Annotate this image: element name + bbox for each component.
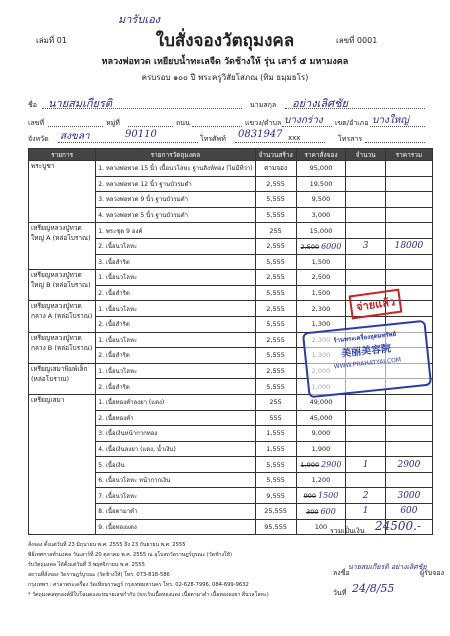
qty-cell: 2,555	[255, 270, 296, 286]
zip-value: 90110	[125, 129, 157, 140]
item-cell: 3. เนื้อเงินหน้ากากทอง	[96, 426, 255, 442]
qty-cell: 1,555	[255, 426, 296, 442]
price-cell: 1,500	[296, 254, 346, 270]
signature-value: นายสมเกียรติ อย่างเลิศชัย	[348, 563, 427, 571]
item-cell: 2. เนื้อสำริด	[96, 348, 255, 364]
province-label: จังหวัด	[28, 135, 49, 143]
handwritten-note: มารับเอง	[118, 13, 161, 26]
road-line	[192, 126, 242, 127]
signature-label: ลงชื่อ	[333, 569, 350, 577]
item-cell: 3. หลวงพ่อทวด 9 นิ้ว ฐานบัวรมดำ	[96, 192, 255, 208]
header-total: ราคารวม	[385, 149, 432, 161]
qty-cell: 255	[255, 223, 296, 239]
table-row	[29, 270, 433, 286]
total-cell	[385, 426, 432, 442]
footer-notes	[28, 540, 328, 600]
order-cell	[346, 254, 386, 270]
item-cell: 1. พระชุด 9 องค์	[96, 223, 255, 239]
footer-line: สั่งจอง ตั้งแต่วันที่ 23 มิถุนายน พ.ศ. 2555 ถึง 23 กันยายน พ.ศ. 2555	[28, 542, 186, 548]
qty-cell: 5,555	[255, 472, 296, 488]
moo-label: หมู่ที่	[106, 119, 120, 127]
item-cell: 1. หลวงพ่อทวด 15 นิ้ว เนื้อนวโลหะ ฐานสิงห์ทอง (ไม่มีที่ว่า)	[96, 161, 255, 177]
subdistrict-label: แขวง/ตำบล	[245, 119, 282, 127]
price-cell: 2,300	[296, 301, 346, 317]
item-cell: 1. เนื้อทองคำลงยา (แดง)	[96, 394, 255, 410]
phone-line	[235, 142, 325, 143]
order-cell	[346, 426, 386, 442]
total-cell	[385, 161, 432, 177]
price-cell: 3,000	[296, 207, 346, 223]
qty-cell: 5,555	[255, 379, 296, 395]
house-no-label: เลขที่	[28, 119, 45, 127]
total-cell	[385, 441, 432, 457]
total-cell: 600	[385, 504, 432, 520]
order-cell	[346, 472, 386, 488]
category-cell: เหรียญเสมา	[29, 394, 96, 534]
date-label: วันที่	[333, 589, 347, 597]
shop-stamp	[302, 320, 432, 399]
total-cell	[385, 410, 432, 426]
book-number: เล่มที่ 01	[36, 36, 67, 45]
header-price: ราคาสั่งจอง	[296, 149, 346, 161]
qty-cell: 5,555	[255, 207, 296, 223]
item-cell: 2. หลวงพ่อทวด 12 นิ้ว ฐานบัวรมดำ	[96, 176, 255, 192]
item-cell: 1. เนื้อนวโลหะ	[96, 301, 255, 317]
price-original: 900	[303, 492, 316, 501]
header-category: รายการ	[29, 149, 96, 161]
header-order: จำนวน	[346, 149, 386, 161]
category-cell: เหรียญหลวงปู่ทวดใหญ่ B (หล่อโบราณ)	[29, 270, 96, 301]
item-cell: 2. เนื้อสำริด	[96, 316, 255, 332]
category-cell: เหรียญหลวงปู่ทวดกลาง B (หล่อโบราณ)	[29, 332, 96, 363]
price-cell: 15,000	[296, 223, 346, 239]
item-cell: 2. เนื้อนวโลหะ	[96, 238, 255, 254]
qty-cell: 5,555	[255, 254, 296, 270]
total-cell	[385, 254, 432, 270]
fax-label: โทรสาร	[338, 135, 363, 143]
price-cell: 1,900	[296, 441, 346, 457]
district-value: บางใหญ่	[372, 115, 409, 126]
price-cell: 49,000	[296, 394, 346, 410]
category-cell: เหรียญหลวงปู่ทวดใหญ่ A (หล่อโบราณ)	[29, 223, 96, 270]
order-cell	[346, 192, 386, 208]
road-label: ถนน	[176, 119, 190, 127]
order-cell	[346, 410, 386, 426]
category-cell: เหรียญเสมาพิมพ์เล็ก (หล่อโบราณ)	[29, 363, 96, 394]
total-cell: 18000	[385, 238, 432, 254]
phone-value: 0831947	[238, 129, 283, 140]
price-cell	[296, 488, 346, 504]
footer-line: * วัตถุมงคลทุกองค์มีใบโฉนดและหมายเลขกำกับ (ยกเว้นเนื้อทองแดง เนื้อตามาดำ เนื้อทองลงยา สีนวลโลหะ)	[28, 592, 269, 598]
price-cell: 9,500	[296, 192, 346, 208]
order-cell: 2	[346, 488, 386, 504]
qty-cell: 5,555	[255, 348, 296, 364]
order-cell: 1	[346, 504, 386, 520]
item-cell: 1. เนื้อนวโลหะ	[96, 363, 255, 379]
surname-label: นามสกุล	[250, 101, 277, 109]
header-item: รายการวัตถุมงคล	[96, 149, 255, 161]
item-cell: 2. เนื้อสำริด	[96, 285, 255, 301]
price-correction: 6000	[321, 241, 342, 251]
sum-value: 24500.-	[375, 519, 422, 533]
item-cell: 4. เนื้อเงินลงยา (แดง, น้ำเงิน)	[96, 441, 255, 457]
price-cell: 1,500	[296, 285, 346, 301]
qty-cell: 2,555	[255, 332, 296, 348]
price-cell: 2,500	[296, 270, 346, 286]
qty-cell: 555	[255, 410, 296, 426]
name-value: นายสมเกียรติ	[48, 97, 113, 110]
order-cell	[346, 223, 386, 239]
total-cell	[385, 472, 432, 488]
total-cell	[385, 192, 432, 208]
price-cell: 9,000	[296, 426, 346, 442]
house-no-line	[48, 126, 103, 127]
table-header-row	[29, 149, 433, 161]
order-cell	[346, 441, 386, 457]
item-cell: 6. เนื้อนวโลหะ หน้ากากเงิน	[96, 472, 255, 488]
qty-cell: 2,555	[255, 363, 296, 379]
qty-cell: 5,555	[255, 192, 296, 208]
item-cell: 2. เนื้อสำริด	[96, 379, 255, 395]
qty-cell: 255	[255, 394, 296, 410]
price-cell	[296, 504, 346, 520]
sum-label: รวมเป็นเงิน	[330, 527, 365, 535]
qty-cell: 5,555	[255, 285, 296, 301]
shop-stamp-line2: 美丽美容院	[340, 343, 392, 360]
item-cell: 1. เนื้อนวโลหะ	[96, 332, 255, 348]
shop-stamp-line1: ร้านพระเครื่องอุดมทรัพย์	[333, 330, 397, 345]
page-title: ใบสั่งจองวัตถุมงคล	[155, 31, 295, 51]
item-cell: 3. เนื้อสำริด	[96, 254, 255, 270]
total-cell	[385, 223, 432, 239]
item-cell: 7. เนื้อนวโลหะ	[96, 488, 255, 504]
total-cell	[385, 394, 432, 410]
qty-cell: 9,555	[255, 488, 296, 504]
subdistrict-value: บางกร่าง	[284, 115, 323, 126]
footer-line: สถานที่สั่งจอง วัดราษฎร์บูรณะ (วัดช้างให้) โทร. 073-818-586	[28, 572, 170, 578]
qty-cell: 1,555	[255, 441, 296, 457]
price-cell	[296, 238, 346, 254]
date-value: 24/8/55	[352, 582, 395, 595]
item-cell: 2. เนื้อทองคำ	[96, 410, 255, 426]
total-cell: 2900	[385, 457, 432, 473]
surname-value: อย่างเลิศชัย	[292, 97, 348, 110]
qty-cell: 25,555	[255, 504, 296, 520]
total-cell	[385, 270, 432, 286]
qty-cell: 2,555	[255, 238, 296, 254]
price-correction: 1500	[318, 491, 339, 501]
total-cell	[385, 176, 432, 192]
total-cell	[385, 207, 432, 223]
price-cell: 1,300	[296, 316, 346, 332]
fax-line	[365, 142, 425, 143]
paid-stamp: จ่ายแล้ว	[349, 289, 403, 320]
qty-cell: 95,555	[255, 519, 296, 535]
price-original: 300	[306, 507, 319, 516]
order-cell: 3	[346, 238, 386, 254]
page-subtitle: หลวงพ่อทวด เหยียบน้ำทะเลจืด วัดช้างให้ รุ่น เสาร์ ๕ มหามงคล	[101, 57, 349, 67]
document-number: เลขที่ 0001	[336, 36, 378, 45]
footer-line: รับวัตถุมงคล ได้ตั้งแต่วันที่ 3 พฤศจิกายน พ.ศ. 2555	[28, 562, 145, 568]
district-label: เขต/อำเภอ	[335, 119, 369, 127]
page-subtitle-2: ครบรอบ ๑๐๐ ปี พระครูวิสัยโสภณ (ทิม ธมฺมธโร)	[141, 73, 309, 82]
phone-label: โทรศัพท์	[200, 135, 226, 143]
shop-stamp-line3: WWW.PRAHATYAI.COM	[333, 356, 402, 371]
order-cell	[346, 270, 386, 286]
header-qty: จำนวนสร้าง	[255, 149, 296, 161]
item-cell: 8. เนื้อตามาดำ	[96, 504, 255, 520]
category-cell: พระบูชา	[29, 161, 96, 223]
phone-suffix: xxx	[288, 134, 301, 142]
item-cell: 1. เนื้อนวโลหะ	[96, 270, 255, 286]
price-correction: 2900	[321, 460, 342, 470]
item-cell: 9. เนื้อทองแดง	[96, 519, 255, 535]
footer-line: กรุงเทพฯ : ศาลาพระเครื่อง วัดเทียนราษฎร์ กรุงเทพมหานคร โทร. 02-628-7996, 084-699-9632	[28, 582, 249, 588]
item-cell: 4. หลวงพ่อทวด 5 นิ้ว ฐานบัวรมดำ	[96, 207, 255, 223]
qty-cell: 2,555	[255, 176, 296, 192]
qty-cell: 5,555	[255, 316, 296, 332]
order-cell	[346, 161, 386, 177]
qty-cell: 2,555	[255, 301, 296, 317]
price-original: 2,500	[300, 242, 320, 251]
table-row	[29, 223, 433, 239]
province-value: สงขลา	[60, 131, 90, 142]
price-correction: 600	[320, 506, 336, 516]
footer-line: พิธีเทศกาลทำมงคล วันเสาร์ที่ 20 ตุลาคม พ.ศ. 2555 ณ อุโบสถวัดราษฎร์บูรณะ (วัดช้างให้)	[28, 552, 233, 558]
name-label: ชื่อ	[28, 101, 37, 109]
order-cell	[346, 207, 386, 223]
price-cell: 19,500	[296, 176, 346, 192]
price-cell: 45,000	[296, 410, 346, 426]
table-row	[29, 161, 433, 177]
order-cell	[346, 394, 386, 410]
moo-line	[128, 126, 173, 127]
price-cell	[296, 457, 346, 473]
total-cell: 3000	[385, 488, 432, 504]
price-cell: 95,000	[296, 161, 346, 177]
price-cell: 1,200	[296, 472, 346, 488]
order-cell	[346, 176, 386, 192]
order-cell: 1	[346, 457, 386, 473]
qty-cell: ตามจอง	[255, 161, 296, 177]
orderer-label: ผู้รับจอง	[420, 569, 445, 577]
qty-cell: 5,555	[255, 457, 296, 473]
item-cell: 5. เนื้อเงิน	[96, 457, 255, 473]
table-row	[29, 394, 433, 410]
price-cell: 100	[296, 519, 346, 535]
category-cell: เหรียญหลวงปู่ทวดกลาง A (หล่อโบราณ)	[29, 301, 96, 332]
price-original: 1,900	[300, 461, 320, 470]
